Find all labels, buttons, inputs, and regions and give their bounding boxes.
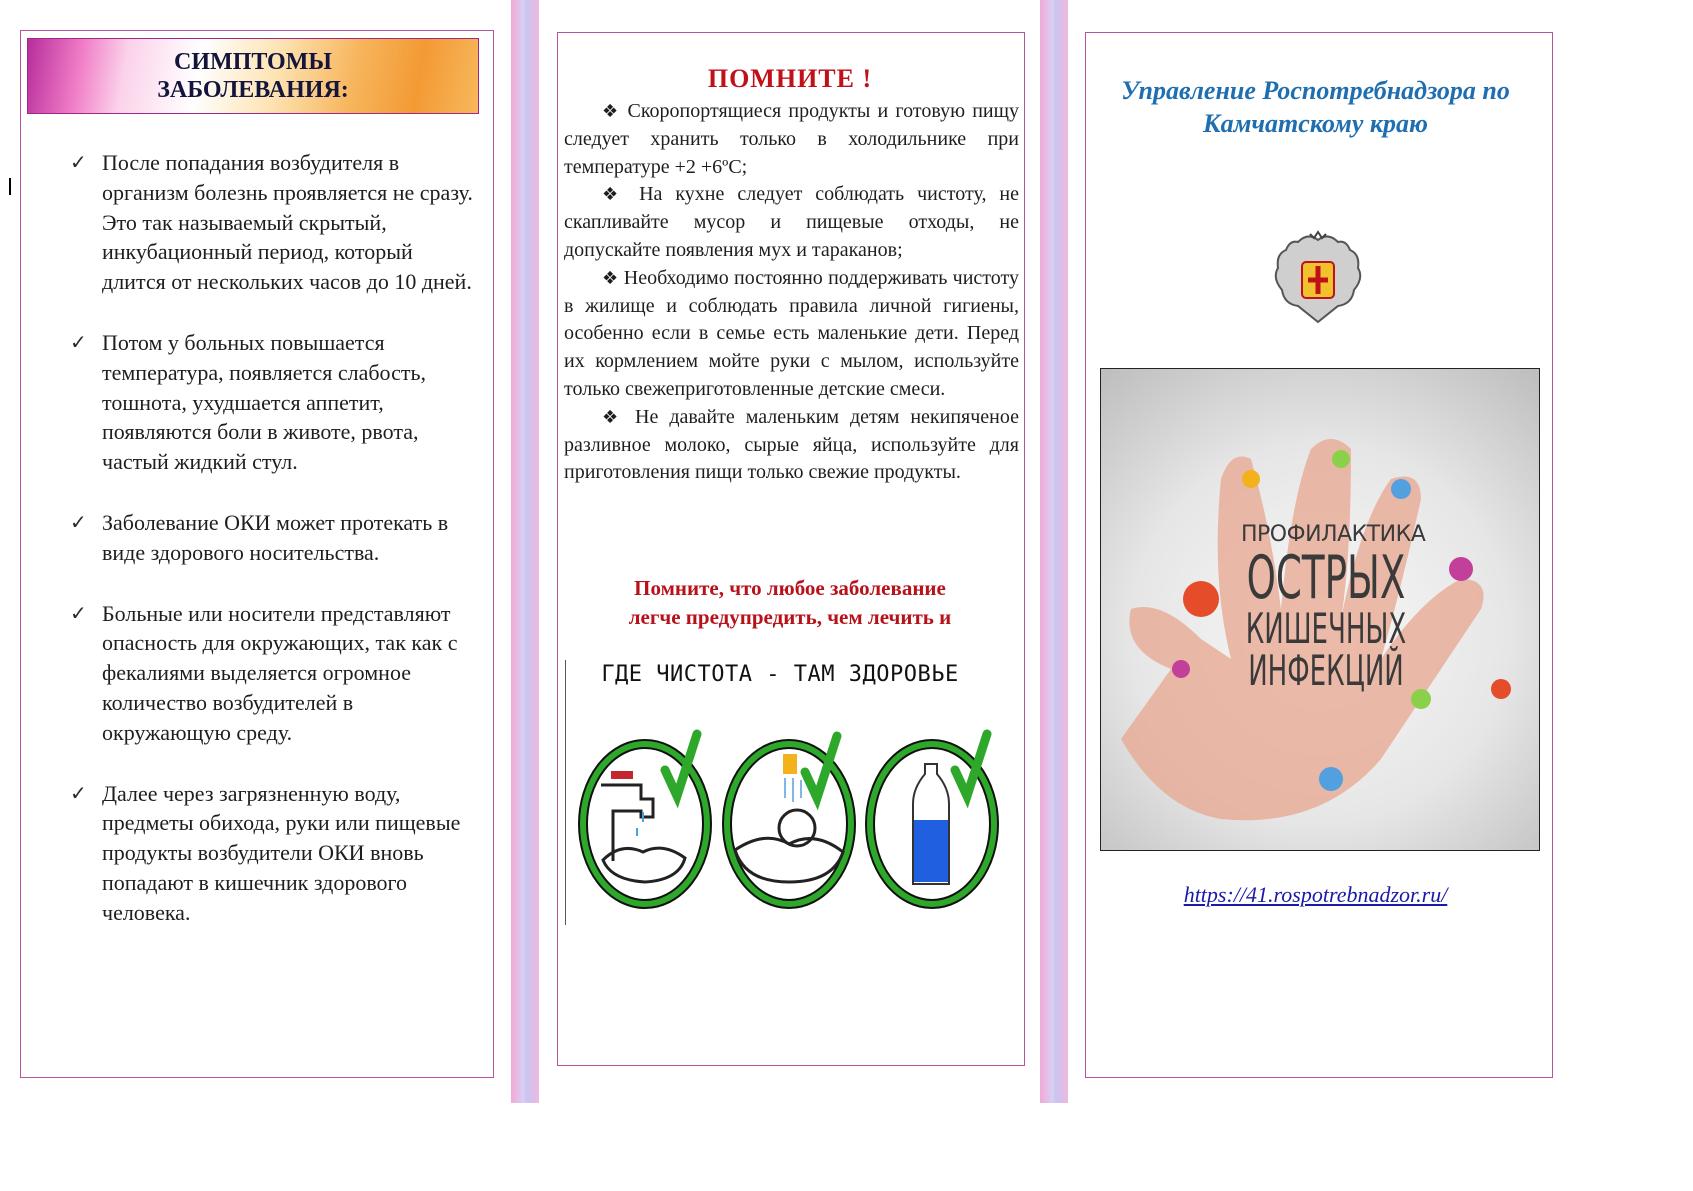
poster-line3: КИШЕЧНЫХ xyxy=(1245,604,1407,653)
agency-website-link[interactable]: https://41.rospotrebnadzor.ru/ xyxy=(1183,882,1448,907)
panel-gutter-left xyxy=(511,0,539,1103)
symptom-text: После попадания возбудителя в организм болезнь проявляется не сразу. Это так называемый скрытый, инкубационный период, который длится от нескольких часов до 10 дней. xyxy=(102,150,473,295)
remember-item: ❖ Необходимо постоянно поддерживать чистоту в жилище и соблюдать правила личной гигиены, особенно если в семье есть маленькие дети. Перед их кормлением мойте руки с мылом, используйте только свежеприготовленные детские смеси. xyxy=(564,266,1020,400)
checkmark-icon: ✓ xyxy=(70,329,87,354)
symptom-item xyxy=(70,328,480,477)
symptom-text: Далее через загрязненную воду, предметы обихода, руки или пищевые продукты возбудители ОКИ вновь попадают в кишечник здорового человека. xyxy=(102,780,461,925)
checkmark-icon: ✓ xyxy=(70,150,87,174)
remember-item: ❖ На кухне следует соблюдать чистоту, не скапливайте мусор и пищевые отходы, не допускайте появления мух и тараканов; xyxy=(564,183,1019,261)
symptoms-list xyxy=(70,148,480,959)
diamond-bullet-icon: ❖ xyxy=(602,101,621,122)
symptoms-title-line1: СИМПТОМЫ xyxy=(174,49,332,75)
poster-title xyxy=(1241,522,1426,695)
fruit-washing-icon xyxy=(727,736,851,904)
remember-item: ❖ Скоропортящиеся продукты и готовую пищу следует хранить только в холодильнике при температуре +2 +6ºС; xyxy=(564,100,1020,178)
text-cursor xyxy=(9,178,11,195)
symptom-text: Потом у больных повышается температура, появляется слабость, тошнота, ухудшается аппетит, появляются боли в животе, рвота, частый жидкий стул. xyxy=(102,329,426,475)
remember-body xyxy=(564,98,1019,487)
diamond-bullet-icon: ❖ xyxy=(602,406,625,428)
checkmark-icon: ✓ xyxy=(70,600,87,625)
cleanliness-illustration xyxy=(565,660,1015,925)
remember-final-note: Помните, что любое заболевание легче предупредить, чем лечить и xyxy=(628,576,952,629)
symptom-item xyxy=(70,508,480,568)
symptom-item xyxy=(70,148,480,297)
diamond-bullet-icon: ❖ xyxy=(602,267,619,289)
checkmark-icon: ✓ xyxy=(70,509,87,534)
cleanliness-caption: ГДЕ ЧИСТОТА - ТАМ ЗДОРОВЬЕ xyxy=(601,662,959,687)
water-bottle-icon xyxy=(870,734,994,904)
hygiene-icons xyxy=(565,660,1015,925)
symptom-item xyxy=(70,599,480,748)
symptom-item xyxy=(70,779,480,928)
handwashing-icon xyxy=(583,734,707,904)
diamond-bullet-icon: ❖ xyxy=(602,184,627,206)
checkmark-icon: ✓ xyxy=(70,780,87,805)
symptom-text: Заболевание ОКИ может протекать в виде здорового носительства. xyxy=(102,509,449,565)
symptom-text: Больные или носители представляют опасность для окружающих, так как с фекалиями выделяется огромное количество возбудителей в окружающую среду. xyxy=(102,600,458,745)
poster-line4: ИНФЕКЦИЙ xyxy=(1248,646,1404,695)
rospotrebnadzor-emblem-icon xyxy=(1272,226,1364,326)
symptoms-title-line2: ЗАБОЛЕВАНИЯ: xyxy=(157,77,349,103)
remember-title: ПОМНИТЕ ! xyxy=(707,64,873,93)
remember-item: ❖ Не давайте маленьким детям некипяченое разливное молоко, сырые яйца, используйте для приготовления пищи только свежие продукты. xyxy=(564,405,1019,484)
agency-title: Управление Роспотребнадзора по Камчатскому краю xyxy=(1121,76,1510,138)
poster-line1: ПРОФИЛАКТИКА xyxy=(1241,522,1426,547)
panel-gutter-right xyxy=(1040,0,1068,1103)
symptoms-title-banner xyxy=(27,38,479,114)
poster-line2: ОСТРЫХ xyxy=(1246,543,1406,613)
oki-prevention-poster xyxy=(1100,368,1540,851)
